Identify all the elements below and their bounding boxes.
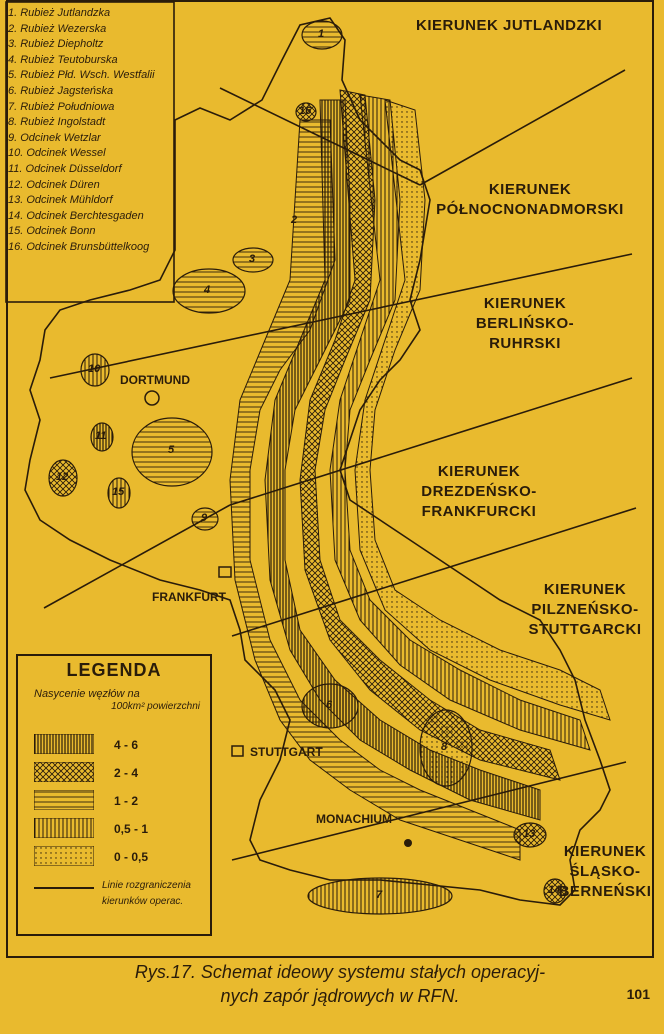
key-item: 4. Rubież Teutoburska xyxy=(8,53,118,66)
region-number: 5 xyxy=(168,444,175,456)
legend-item: 4 - 6 xyxy=(34,734,204,756)
direction-jutland: KIERUNEK JUTLANDZKI xyxy=(416,17,603,34)
region-number: 7 xyxy=(376,889,383,901)
key-item: 9. Odcinek Wetzlar xyxy=(8,131,101,144)
direction-berlin-ruhr: KIERUNEK BERLIŃSKO- RUHRSKI xyxy=(475,295,575,352)
region-number: 13 xyxy=(523,828,536,840)
key-item: 1. Rubież Jutlandzka xyxy=(8,7,111,19)
city-munich: MONACHIUM xyxy=(316,812,392,826)
region-number: 10 xyxy=(88,363,101,375)
legend-box xyxy=(16,654,212,936)
legend-subtitle: Nasycenie węzłów na xyxy=(34,688,140,700)
key-item: 13. Odcinek Mühldorf xyxy=(8,194,113,207)
key-item: 10. Odcinek Wessel xyxy=(8,147,106,160)
region-number: 3 xyxy=(249,253,256,265)
region-key-list xyxy=(8,6,172,256)
region-number: 1 xyxy=(318,28,325,40)
region-number: 12 xyxy=(56,471,69,483)
key-item: 15. Odcinek Bonn xyxy=(8,225,96,238)
legend-item: 1 - 2 xyxy=(34,790,204,812)
legend-item: 0 - 0,5 xyxy=(34,846,204,868)
page-number: 101 xyxy=(626,986,650,1002)
city-frankfurt: FRANKFURT xyxy=(152,590,226,604)
legend-item: 0,5 - 1 xyxy=(34,818,204,840)
region-number: 4 xyxy=(204,284,211,296)
figure-caption: Rys.17. Schemat ideowy systemu stałych operacyj- nych zapór jądrowych w RFN. xyxy=(134,962,546,1006)
key-item: 11. Odcinek Düsseldorf xyxy=(8,162,122,175)
key-item: 16. Odcinek Brunsbüttelkoog xyxy=(8,240,150,253)
legend-unit: 100km² powierzchni xyxy=(111,701,200,712)
key-item: 12. Odcinek Düren xyxy=(8,178,100,191)
region-number: 15 xyxy=(112,486,125,498)
key-item: 8. Rubież Ingolstadt xyxy=(8,116,106,129)
key-item: 6. Rubież Jagsteńska xyxy=(8,84,114,97)
city-stuttgart: STUTTGART xyxy=(250,745,323,759)
direction-pilsen-stuttgart: KIERUNEK PILZNEŃSKO- STUTTGARCKI xyxy=(528,581,642,638)
region-number: 8 xyxy=(441,741,448,753)
key-item: 14. Odcinek Berchtesgaden xyxy=(8,209,144,222)
direction-dresden-frankfurt: KIERUNEK DREZDEŃSKO- FRANKFURCKI xyxy=(421,463,537,520)
region-number: 2 xyxy=(291,214,298,226)
key-item: 2. Rubież Wezerska xyxy=(8,22,107,35)
direction-silesia-brno: KIERUNEK ŚLĄSKO- BERNEŃSKI xyxy=(558,843,652,900)
region-number: 6 xyxy=(326,699,333,711)
region-number: 11 xyxy=(95,430,107,442)
legend-title: LEGENDA xyxy=(66,660,162,680)
legend-line-item: Linie rozgraniczenia kierunków operac. xyxy=(102,880,191,907)
key-item: 3. Rubież Diepholtz xyxy=(8,38,104,51)
region-number: 9 xyxy=(201,512,208,524)
key-item: 7. Rubież Południowa xyxy=(8,100,115,113)
key-item: 5. Rubież Płd. Wsch. Westfalii xyxy=(8,69,155,82)
direction-north-sea: KIERUNEK PÓŁNOCNONADMORSKI xyxy=(436,181,624,218)
region-number: 14 xyxy=(548,884,561,896)
city-dortmund: DORTMUND xyxy=(120,373,190,387)
legend-item: 2 - 4 xyxy=(34,762,204,784)
region-number: 16 xyxy=(299,105,312,117)
